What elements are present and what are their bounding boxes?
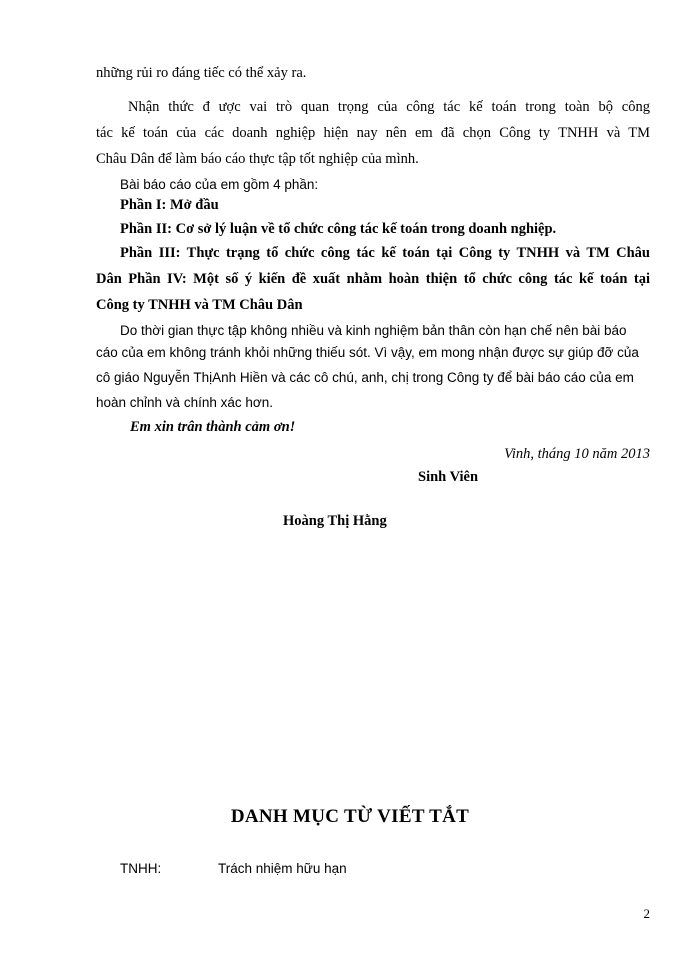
abbreviation-row [120, 861, 347, 876]
body-line-4: Châu Dân để làm báo cáo thực tập tốt nghiệp của mình. [96, 151, 419, 167]
part-1: Phần I: Mở đầu [120, 197, 219, 213]
closing-para-line-2: cáo của em không tránh khỏi những thiếu sót. Vì vậy, em mong nhận được sự giúp đỡ của [96, 345, 639, 360]
closing-para-line-4: hoàn chỉnh và chính xác hơn. [96, 395, 273, 410]
part-2: Phần II: Cơ sở lý luận về tổ chức công tác kế toán trong doanh nghiệp. [120, 221, 557, 237]
abbreviation-term: TNHH: [120, 861, 162, 876]
closing-para-line-1: Do thời gian thực tập không nhiều và kinh nghiệm bản thân còn hạn chế nên bài báo [120, 323, 627, 338]
body-line-1: những rủi ro đáng tiếc có thể xảy ra. [96, 65, 307, 81]
body-line-2: Nhận thức đ ược vai trò quan trọng của công tác kế toán trong toàn bộ công [128, 99, 650, 115]
part-3: Phần III: Thực trạng tổ chức công tác kế toán tại Công ty TNHH và TM Châu [120, 245, 650, 261]
signature-name: Hoàng Thị Hằng [283, 513, 387, 529]
closing-para-line-3: cô giáo Nguyễn ThịAnh Hiền và các cô chú, anh, chị trong Công ty để bài báo cáo của em [96, 370, 634, 385]
page-number: 2 [643, 906, 650, 921]
abbreviation-meaning: Trách nhiệm hữu hạn [218, 861, 347, 876]
body-line-3: tác kế toán của các doanh nghiệp hiện nay nên em đã chọn Công ty TNHH và TM [96, 125, 650, 141]
place-date: Vinh, tháng 10 năm 2013 [504, 446, 650, 462]
abbreviations-title: DANH MỤC TỪ VIẾT TẮT [230, 806, 470, 827]
thanks-line: Em xin trân thành cảm ơn! [130, 419, 296, 435]
part-3-cont-part-4: Dân Phần IV: Một số ý kiến đề xuất nhằm hoàn thiện tổ chức công tác kế toán tại [96, 271, 650, 287]
signature-role: Sinh Viên [418, 469, 479, 485]
part-4-cont: Công ty TNHH và TM Châu Dân [96, 297, 303, 313]
intro-line: Bài báo cáo của em gồm 4 phần: [120, 177, 319, 192]
